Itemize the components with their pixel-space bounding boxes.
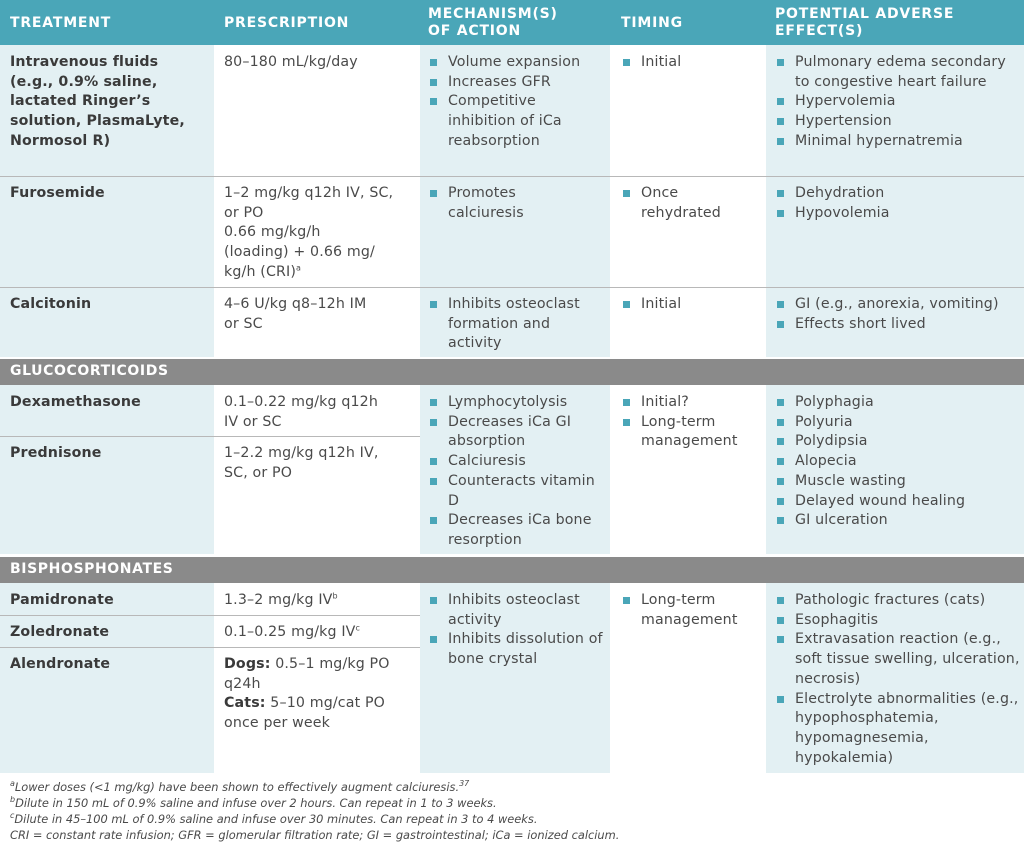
list-item: Lymphocytolysis [428, 393, 598, 413]
timing-calcitonin [621, 295, 761, 315]
treatment-fluids-line4: solution, PlasmaLyte, [10, 113, 185, 130]
prescription-line: 0.1–0.22 mg/kg q12h [224, 394, 378, 410]
prescription-alendronate [224, 655, 416, 734]
list-item: Polyuria [775, 413, 1015, 433]
list-item: GI ulceration [775, 511, 1015, 531]
list-item: Effects short lived [775, 315, 1020, 335]
prescription-line: q24h [224, 675, 261, 692]
list-item: Initial? [621, 393, 761, 413]
list-item: Volume expansion [428, 53, 606, 73]
footnote-marker: a [296, 263, 302, 273]
list-item: Esophagitis [775, 611, 1020, 631]
row-divider [0, 436, 420, 437]
prescription-line: 1–2.2 mg/kg q12h IV, [224, 445, 379, 461]
list-item: Polyphagia [775, 393, 1015, 413]
footnote-marker: b [10, 795, 16, 805]
header-timing: TIMING [621, 15, 683, 31]
treatment-zoledronate: Zoledronate [10, 624, 110, 640]
prescription-calcitonin [224, 295, 414, 334]
header-adverse-line1: POTENTIAL ADVERSE [775, 6, 955, 22]
header-mechanism-line1: MECHANISM(S) [428, 6, 558, 22]
footnote-a [10, 779, 1015, 795]
header-treatment: TREATMENT [10, 15, 112, 31]
list-item: Hypovolemia [775, 204, 1015, 224]
prescription-line: 4–6 U/kg q8–12h IM [224, 296, 367, 312]
row-divider [0, 176, 1024, 177]
list-item: Minimal hypernatremia [775, 132, 1015, 152]
adverse-glucocorticoids [775, 393, 1015, 531]
treatment-calcitonin: Calcitonin [10, 296, 92, 312]
abbreviations: CRI = constant rate infusion; GFR = glomerular filtration rate; GI = gastrointestinal; iCa = ionized calcium. [10, 828, 620, 842]
list-item: Calciuresis [428, 452, 598, 472]
mechanism-glucocorticoids [428, 393, 598, 551]
footnote-text: Dilute in 45–100 mL of 0.9% saline and infuse over 30 minutes. Can repeat in 3 to 4 weeks. [14, 812, 538, 826]
list-item: Long-term management [621, 591, 761, 630]
footnote-text: Dilute in 150 mL of 0.9% saline and infuse over 2 hours. Can repeat in 1 to 3 weeks. [15, 796, 497, 810]
footnote-marker: b [332, 591, 338, 601]
prescription-prednisone [224, 444, 416, 483]
prescription-line: or PO [224, 204, 264, 221]
reference-number: 37 [459, 779, 470, 789]
mechanism-fluids [428, 53, 606, 152]
treatment-dexamethasone: Dexamethasone [10, 394, 141, 410]
section-header-bisphosphonates [0, 557, 1024, 583]
list-item: Polydipsia [775, 432, 1015, 452]
treatment-alendronate: Alendronate [10, 656, 111, 672]
footnote-text: Lower doses (<1 mg/kg) have been shown to effectively augment calciuresis. [14, 780, 460, 794]
prescription-furosemide [224, 184, 416, 283]
list-item: Electrolyte abnormalities (e.g., hypophosphatemia, hypomagnesemia, hypokalemia) [775, 690, 1020, 769]
prescription-text: kg/h (CRI) [224, 263, 297, 280]
treatment-col-bg-3 [0, 583, 214, 773]
list-item: Alopecia [775, 452, 1015, 472]
list-item: Inhibits osteoclast formation and activity [428, 295, 603, 354]
list-item: Muscle wasting [775, 472, 1015, 492]
list-item: Extravasation reaction (e.g., soft tissue swelling, ulceration, necrosis) [775, 630, 1020, 689]
timing-bisphosphonates [621, 591, 761, 630]
list-item: Competitive inhibition of iCa reabsorption [428, 92, 606, 151]
row-divider [0, 287, 1024, 288]
prescription-line: SC, or PO [224, 464, 293, 481]
section-title: GLUCOCORTICOIDS [10, 363, 169, 379]
list-item: Inhibits dissolution of bone crystal [428, 630, 606, 669]
list-item: Pulmonary edema secondary to congestive heart failure [775, 53, 1015, 92]
treatment-furosemide: Furosemide [10, 185, 105, 201]
adverse-furosemide [775, 184, 1015, 223]
footnote-b [10, 795, 1015, 811]
list-item: Initial [621, 53, 761, 73]
treatment-prednisone: Prednisone [10, 445, 102, 461]
footnotes [10, 779, 1015, 843]
list-item: Delayed wound healing [775, 492, 1015, 512]
section-header-glucocorticoids [0, 359, 1024, 385]
prescription-text: 1.3–2 mg/kg IV [224, 592, 333, 608]
prescription-fluids: 80–180 mL/kg/day [224, 54, 358, 70]
list-item: Initial [621, 295, 761, 315]
timing-furosemide [621, 184, 741, 223]
list-item: Promotes calciuresis [428, 184, 578, 223]
prescription-line: once per week [224, 715, 331, 732]
section-title: BISPHOSPHONATES [10, 561, 174, 577]
timing-glucocorticoids [621, 393, 761, 452]
prescription-line: (loading) + 0.66 mg/ [224, 244, 375, 261]
mechanism-calcitonin [428, 295, 603, 354]
list-item: Long-term management [621, 413, 761, 452]
prescription-pamidronate [224, 591, 338, 611]
cats-label: Cats: [224, 695, 266, 712]
prescription-line: 1–2 mg/kg q12h IV, SC, [224, 185, 394, 201]
list-item: Hypertension [775, 112, 1015, 132]
prescription-zoledronate [224, 623, 360, 643]
footnote-marker: c [10, 811, 15, 821]
mechanism-bisphosphonates [428, 591, 606, 670]
list-item: Decreases iCa bone resorption [428, 511, 598, 550]
prescription-text: 0.5–1 mg/kg PO [270, 656, 390, 672]
list-item: Hypervolemia [775, 92, 1015, 112]
list-item: Pathologic fractures (cats) [775, 591, 1020, 611]
mechanism-furosemide [428, 184, 578, 223]
prescription-dexamethasone [224, 393, 416, 432]
row-divider [0, 615, 420, 616]
adverse-bisphosphonates [775, 591, 1020, 768]
prescription-line [224, 694, 416, 714]
timing-fluids [621, 53, 761, 73]
prescription-text: 0.1–0.25 mg/kg IV [224, 624, 356, 640]
treatment-fluids-line5: Normosol R) [10, 132, 111, 149]
header-mechanism-line2: OF ACTION [428, 23, 522, 39]
list-item: Increases GFR [428, 73, 606, 93]
header-adverse [775, 6, 954, 40]
prescription-line [224, 655, 416, 675]
treatment-pamidronate: Pamidronate [10, 592, 114, 608]
footnote-c [10, 811, 1015, 827]
adverse-fluids [775, 53, 1015, 152]
adverse-calcitonin [775, 295, 1020, 334]
treatment-fluids [10, 53, 210, 152]
prescription-line: or SC [224, 315, 263, 332]
list-item: Dehydration [775, 184, 1015, 204]
prescription-line [224, 263, 416, 283]
prescription-text: 5–10 mg/cat PO [265, 695, 385, 712]
footnote-marker: a [10, 779, 15, 789]
row-divider [0, 647, 420, 648]
prescription-line: 0.66 mg/kg/h [224, 224, 321, 241]
treatment-fluids-line1: Intravenous fluids [10, 54, 159, 70]
prescription-line: IV or SC [224, 413, 282, 430]
list-item: Once rehydrated [621, 184, 741, 223]
header-mechanism [428, 6, 558, 40]
list-item: GI (e.g., anorexia, vomiting) [775, 295, 1020, 315]
footnote-marker: c [355, 623, 361, 633]
list-item: Counteracts vitamin D [428, 472, 598, 511]
dogs-label: Dogs: [224, 656, 271, 672]
header-prescription: PRESCRIPTION [224, 15, 350, 31]
treatment-fluids-line2: (e.g., 0.9% saline, [10, 73, 158, 90]
header-adverse-line2: EFFECT(S) [775, 23, 864, 39]
treatment-fluids-line3: lactated Ringer’s [10, 93, 151, 110]
list-item: Decreases iCa GI absorption [428, 413, 598, 452]
list-item: Inhibits osteoclast activity [428, 591, 606, 630]
